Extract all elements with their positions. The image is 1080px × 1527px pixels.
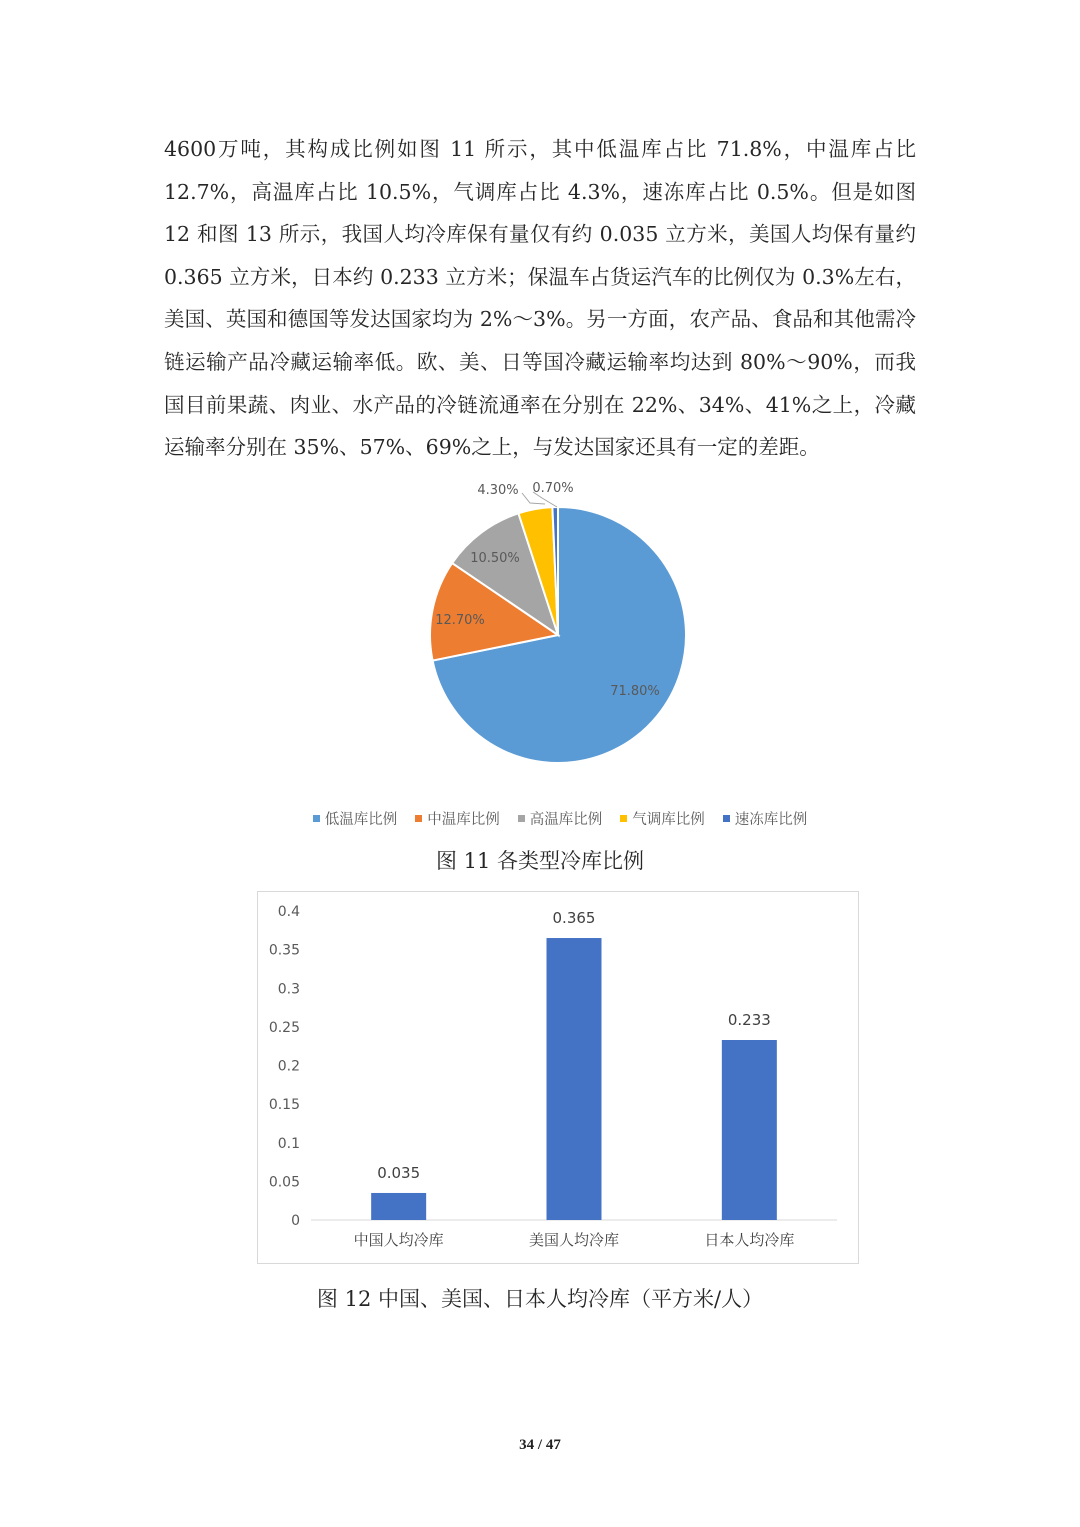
y-tick-label: 0.1	[277, 1135, 300, 1152]
body-paragraph: 4600万吨，其构成比例如图 11 所示，其中低温库占比 71.8%，中温库占比 12.7%，高温库占比 10.5%，气调库占比 4.3%，速冻库占比 0.5%。但是如图 12 和图 13 所示，我国人均冷库保有量仅有约 0.035 立方米，美国人均保有量约 0.365 立方米，日本约 0.233 立方米；保温车占货运汽车的比例仅为 0.3%左右，美国、英国和德国等发达国家均为 2%～3%。另一方面，农产品、食品和其他需冷链运输产品冷藏运输率低。欧、美、日等国冷藏运输率均达到 80%～90%，而我国目前果蔬、肉业、水产品的冷链流通率在分别在 22%、34%、41%之上，冷藏运输率分别在 35%、57%、69%之上，与发达国家还具有一定的差距。	[164, 137, 916, 460]
legend-item-0	[313, 806, 398, 830]
legend-item-3	[620, 806, 705, 830]
x-category-label-0: 中国人均冷库	[353, 1231, 444, 1249]
legend-swatch	[620, 815, 627, 822]
pie-data-label-1: 12.70%	[435, 613, 485, 628]
legend-label: 速冻库比例	[734, 811, 808, 828]
bar-data-label-2: 0.233	[727, 1011, 771, 1030]
figure12-caption: 图 12 中国、美国、日本人均冷库（平方米/人）	[316, 1287, 764, 1311]
bar-data-label-1: 0.365	[552, 909, 596, 928]
y-tick-label: 0.3	[277, 981, 300, 998]
legend-label: 中温库比例	[427, 811, 500, 828]
x-category-label-1: 美国人均冷库	[528, 1231, 620, 1249]
x-category-label-2: 日本人均冷库	[704, 1231, 795, 1249]
bar-2	[722, 1040, 777, 1220]
legend-swatch	[518, 815, 525, 822]
y-tick-label: 0.4	[277, 904, 300, 920]
legend-swatch	[415, 815, 422, 822]
pie-data-label-3: 4.30%	[477, 483, 519, 498]
legend-swatch	[723, 815, 730, 822]
bar-data-label-0: 0.035	[377, 1163, 421, 1182]
pie-data-label-4: 0.70%	[532, 481, 574, 496]
legend-item-2	[518, 806, 603, 830]
y-tick-label: 0	[291, 1213, 300, 1229]
pie-chart	[260, 470, 860, 810]
figure11-caption: 图 11 各类型冷库比例	[435, 849, 645, 873]
pie-data-label-0: 71.80%	[610, 684, 660, 699]
y-tick-label: 0.05	[268, 1174, 300, 1191]
legend-item-1	[415, 806, 500, 830]
y-tick-label: 0.35	[268, 942, 300, 959]
pie-legend	[260, 806, 860, 830]
bar-chart	[257, 891, 859, 1264]
legend-item-4	[723, 806, 808, 830]
legend-label: 高温库比例	[529, 811, 603, 828]
y-tick-label: 0.25	[268, 1019, 300, 1036]
y-tick-label: 0.2	[277, 1058, 300, 1075]
pie-chart-svg	[260, 470, 860, 810]
bar-chart-svg	[257, 891, 859, 1264]
bar-0	[371, 1193, 426, 1220]
pie-data-label-2: 10.50%	[470, 551, 520, 566]
bar-1	[547, 938, 602, 1220]
legend-label: 低温库比例	[324, 811, 398, 828]
legend-label: 气调库比例	[632, 811, 705, 828]
y-tick-label: 0.15	[268, 1097, 300, 1114]
legend-swatch	[313, 815, 320, 822]
page-number: 34 / 47	[519, 1437, 561, 1453]
